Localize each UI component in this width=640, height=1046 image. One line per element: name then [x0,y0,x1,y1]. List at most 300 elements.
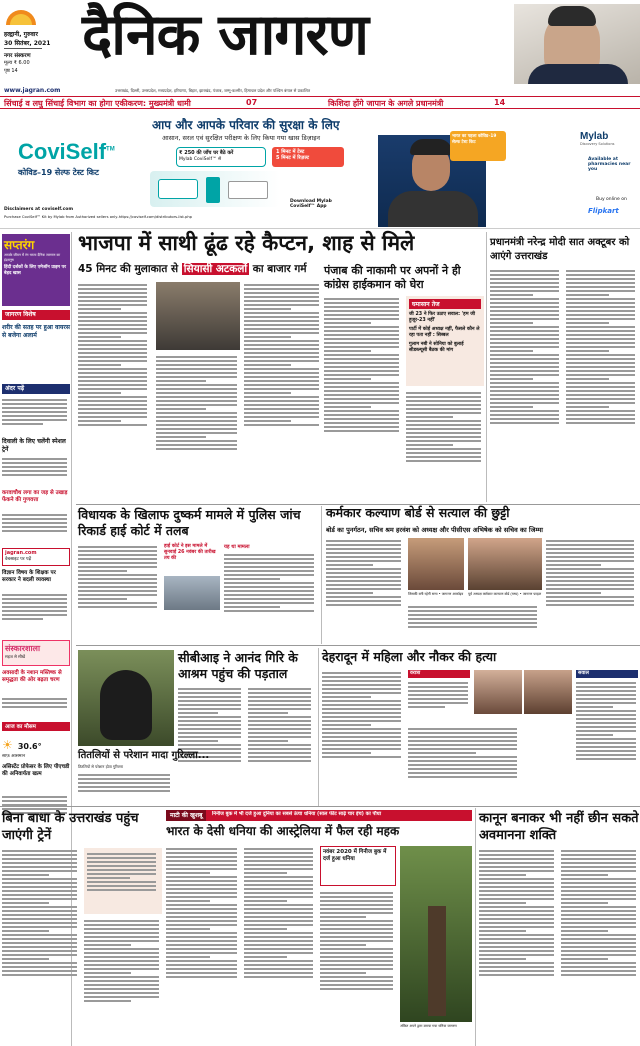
text-line [2,602,67,604]
text-line [78,570,127,572]
text-line [408,618,537,620]
text-line [156,404,237,406]
edition: नगर संस्करण [4,53,31,59]
text-line [326,556,401,558]
text-line [178,688,241,690]
punjab-body-2 [406,390,484,502]
text-line [566,374,635,376]
sanskaarshala-sub: सहज से सीखें [5,654,26,659]
text-line [479,962,554,964]
text-line [546,580,634,582]
text-line [561,926,636,928]
text-line [479,874,526,876]
text-line [166,932,237,934]
text-line [166,872,210,874]
text-line [322,728,401,730]
text-line [320,904,393,906]
text-line [244,924,313,926]
text-line [490,354,559,356]
text-line [490,398,559,400]
text-line [244,420,291,422]
text-line [566,270,635,272]
baadha-body-1 [2,848,80,1044]
text-line [324,402,399,404]
text-line [248,728,311,730]
text-line [2,962,77,964]
ad-available: Available at pharmacies near you [588,157,631,172]
sanskaarshala-box[interactable] [2,640,70,666]
text-line [566,274,635,276]
text-line [490,290,559,292]
text-line [2,514,67,516]
text-line [479,930,526,932]
text-line [576,730,636,732]
ad-box-subtext: Mylab CoviSelf™ से [179,157,222,162]
text-line [78,790,170,792]
text-line [244,320,319,322]
text-line [166,972,237,974]
text-line [87,869,156,871]
text-line [244,884,313,886]
text-line [166,952,237,954]
text-line [479,878,554,880]
text-line [84,936,159,938]
cbi-headline[interactable]: सीबीआइ ने आनंद गिरि के आश्रम पहुंच की पड़ताल [178,650,298,681]
text-line [490,386,559,388]
text-line [224,598,314,600]
text-line [326,600,401,602]
text-line [324,426,399,428]
text-line [561,910,636,912]
text-line [322,712,401,714]
text-line [490,378,533,380]
text-line [166,908,237,910]
text-line [546,568,634,570]
text-line [2,902,49,904]
text-line [2,423,43,425]
modi-headline[interactable]: प्रधानमंत्री नरेन्द्र मोदी सात अक्टूबर को आएंगे उत्तराखंड [490,237,630,262]
text-line [324,394,399,396]
text-line [244,328,319,330]
text-line [320,988,393,990]
text-line [2,974,77,976]
text-line [546,544,634,546]
text-line [566,338,635,340]
text-line [561,946,636,948]
text-line [479,946,554,948]
text-line [244,932,313,934]
text-line [244,928,287,930]
text-line [326,584,401,586]
text-line [78,332,147,334]
karmkar-caption-1: जिसकी बनी रहेगी सत्ता • जागरण आर्काइव [408,592,464,596]
lead-subhead-1: 45 मिनट की मुलाकात से [78,263,179,275]
text-line [322,732,401,734]
text-line [156,380,206,382]
text-line [322,700,401,702]
punjab-headline[interactable]: पंजाब की नाकामी पर अपनों ने ही कांग्रेस हाईकमान को घेरा [324,264,461,291]
coviself-ad[interactable] [0,111,640,229]
text-line [566,310,635,312]
text-line [166,948,237,950]
text-line [244,940,313,942]
assistant-story[interactable]: असिस्टेंट प्रोफेसर के लिए पीएचडी की अनिवार्यता खत्म [2,764,70,777]
text-line [224,590,314,592]
vidhayak-body-1 [78,544,160,640]
text-line [78,574,157,576]
text-line [324,390,399,392]
text-line [244,968,313,970]
sun-logo-icon [4,8,38,25]
karmkar-body-2 [408,604,542,642]
text-line [566,302,635,304]
text-line [546,596,634,598]
vidhayak-body-2 [224,552,318,642]
text-line [224,610,314,612]
text-line [2,954,77,956]
text-line [326,540,401,542]
text-line [561,962,636,964]
text-line [326,596,401,598]
highlight-3: गुलाम नबी ने सोनिया को बुलाई सीडब्ल्यूसी बैठक की मांग [409,342,464,353]
text-line [320,948,393,950]
highlight-box [406,296,484,386]
text-line [2,910,77,912]
court-photo [164,576,220,610]
sun-icon: ☀ [2,738,13,752]
text-line [406,416,453,418]
text-line [166,868,237,870]
text-line [78,400,147,402]
text-line [244,860,313,862]
text-line [2,890,77,892]
text-line [78,284,147,286]
text-line [244,908,313,910]
cbi-body-2 [248,686,314,804]
text-line [244,332,319,334]
text-line [2,914,77,916]
ad-download[interactable]: Download Mylab CoviSelf™ App [290,199,332,209]
sanskaarshala-title: संस्कारशाला [5,644,41,653]
divider [318,648,319,806]
text-line [78,376,147,378]
baadha-headline[interactable]: बिना बाधा के उत्तराखंड पहुंच जाएंगी ट्रेनें [2,811,139,843]
text-line [84,992,159,994]
text-line [322,724,371,726]
teaser-right[interactable]: किशिदा होंगे जापान के अगले प्रधानमंत्री [328,99,444,108]
ad-result [272,147,344,167]
text-line [2,399,67,401]
text-line [2,850,77,852]
text-line [2,854,77,856]
mylab-logo: Mylab [580,131,609,142]
text-line [566,414,635,416]
text-line [479,850,554,852]
text-line [406,412,481,414]
states-line: उत्तराखंड, दिल्ली, उत्तरप्रदेश, मध्यप्रदेश, हरियाणा, बिहार, झारखंड, पंजाब, जम्मू-कश्मीर, हिमाचल प्रदेश और पश्चिम बंगाल से प्रकाशित [115,88,311,93]
text-line [224,578,280,580]
text-line [2,934,77,936]
text-line [561,934,636,936]
text-line [322,696,371,698]
text-line [576,718,636,720]
text-line [78,320,147,322]
lead-headline[interactable]: भाजपा में साथी ढूंढ रहे कैप्टन, शाह से मिले [78,231,415,255]
text-line [406,440,481,442]
text-line [244,372,319,374]
text-line [248,700,311,702]
text-line [406,452,481,454]
text-line [156,372,237,374]
text-line [324,314,399,316]
text-line [156,424,237,426]
karmkar-body-1 [326,538,404,642]
text-line [166,848,237,850]
text-line [406,428,481,430]
text-line [87,857,156,859]
text-line [244,284,319,286]
text-line [78,324,147,326]
sanskaar-story[interactable]: अवसादी के नशान मस्तिष्क से समृद्धता की ओर बढ़ता चरण [2,670,62,683]
karmkar-headline[interactable]: कर्मकार कल्याण बोर्ड से सत्याल की छुट्टी [326,505,510,520]
diwali-story[interactable]: दिवाली के लिए चलेंगी स्पेशल ट्रेनें [2,438,66,453]
school-story[interactable]: विज्ञान विषय के शिक्षक पर सरकार ने बदली व्यवस्था [2,570,56,583]
text-line [324,306,399,308]
text-line [546,584,634,586]
text-line [2,606,67,608]
dehradun-body-2 [408,726,522,804]
text-line [406,456,481,458]
text-line [84,952,159,954]
text-line [576,702,636,704]
baadha-box-body [87,851,159,911]
text-line [244,388,319,390]
website[interactable]: www.jagran.com [4,87,61,94]
text-line [406,396,481,398]
text-line [490,330,559,332]
text-line [178,700,241,702]
text-line [566,282,635,284]
text-line [244,944,313,946]
text-line [156,408,206,410]
lead-body-col1 [78,282,150,502]
text-line [2,870,77,872]
text-line [576,742,636,744]
text-line [244,976,313,978]
text-line [561,938,636,940]
text-line [408,686,468,688]
text-line [324,350,371,352]
text-line [2,618,43,620]
weather-temp: 30.6° [17,742,42,751]
kanoon-headline[interactable]: कानून बनाकर भी नहीं छीन सकते अवमानना शक्ति [479,811,639,843]
text-line [78,328,147,330]
text-line [490,298,559,300]
text-line [479,858,554,860]
text-line [2,918,77,920]
text-line [166,968,237,970]
text-line [166,892,237,894]
covid-story[interactable]: करवाचौथ लगा का जड़ से उखाड़ फेंकने की गुणवत्ता [2,490,68,503]
text-line [479,882,554,884]
andar-label: अंदर पढ़ें [2,384,70,394]
diwali-body [2,456,70,486]
vidhayak-side: हाई कोर्ट ने इस मामले में सुनवाई 26 नवंबर की तारीख तय की [164,544,216,561]
divider [4,48,42,49]
text-line [87,889,156,891]
text-line [78,424,147,426]
text-line [490,362,559,364]
text-line [84,980,159,982]
text-line [244,348,319,350]
text-line [248,696,311,698]
text-line [490,394,559,396]
text-line [566,394,635,396]
text-line [2,407,67,409]
text-line [178,708,241,710]
text-line [576,694,636,696]
text-line [479,918,554,920]
text-line [408,694,468,696]
text-line [248,716,311,718]
text-line [324,382,399,384]
text-line [490,342,559,344]
karmkar-sub: बोर्ड का पुनर्गठन, सचिव श्रम हरवंश को अध्यक्ष और पीसीएस अभिषेक को सचिव का जिम्मा [326,526,543,534]
text-line [320,960,393,962]
text-line [490,350,533,352]
text-line [408,744,517,746]
text-line [244,292,319,294]
vishesh-story[interactable]: शरीर की सतह पर हुआ वायरस से बजेगा अलार्म [2,324,70,339]
text-line [320,952,393,954]
covid-body [2,512,70,544]
jagran-com-box[interactable] [2,548,70,566]
text-line [84,1000,131,1002]
text-line [566,358,635,360]
text-line [244,872,287,874]
divider [475,808,476,1046]
text-line [561,886,636,888]
titli-headline[interactable]: तितलियों से परेशान मादा गुरिल्ला... [78,750,210,761]
text-line [566,298,635,300]
text-line [244,344,319,346]
titli-body [78,772,174,804]
text-line [561,870,636,872]
text-line [490,322,533,324]
text-line [244,304,319,306]
ad-buy-online: Buy online on [596,197,627,202]
text-line [166,912,237,914]
text-line [78,352,147,354]
text-line [479,950,554,952]
text-line [2,926,77,928]
text-line [78,606,157,608]
text-line [408,606,537,608]
text-line [326,572,401,574]
teaser-right-page: 14 [494,98,506,107]
text-line [479,970,554,972]
text-line [479,942,554,944]
vidhayak-headline[interactable]: विधायक के खिलाफ दुष्कर्म मामले में पुलिस जांच रिकार्ड हाई कोर्ट में तलब [78,507,301,538]
text-line [2,906,77,908]
text-line [566,410,635,412]
text-line [566,326,635,328]
text-line [166,940,237,942]
lead-body-col2 [156,354,240,502]
dehradun-photo-1 [474,670,522,714]
divider [486,232,487,502]
saptrang-box[interactable] [2,234,70,306]
text-line [2,970,77,972]
dehradun-headline[interactable]: देहरादून में महिला और नौकर की हत्या [322,649,497,664]
text-line [248,736,311,738]
text-line [224,582,314,584]
text-line [84,924,159,926]
text-line [166,856,237,858]
text-line [320,964,393,966]
text-line [490,274,559,276]
text-line [490,282,559,284]
mylab-sub: Discovery Solutions [580,142,615,146]
text-line [561,970,636,972]
dhaniya-body-2 [244,846,316,1044]
text-line [490,390,559,392]
text-line [224,602,314,604]
text-line [561,922,636,924]
text-line [156,436,206,438]
text-line [479,910,554,912]
divider [0,806,640,807]
text-line [156,388,237,390]
text-line [490,334,559,336]
text-line [244,424,319,426]
text-line [244,952,313,954]
ad-flipkart[interactable]: Flipkart [588,207,619,215]
text-line [178,720,241,722]
vishesh-body [2,350,70,378]
text-line [546,604,634,606]
text-line [561,906,636,908]
text-line [566,278,635,280]
text-line [156,440,237,442]
text-line [84,984,159,986]
ad-result-line1: 1 मिनट में टेस्ट [276,149,305,155]
weather-label: आज का मौसम [2,722,70,731]
text-line [566,406,609,408]
text-line [406,432,481,434]
text-line [326,548,401,550]
text-line [408,622,537,624]
teaser-left[interactable]: सिंचाई व लघु सिंचाई विभाग का होगा एकीकरण: मुख्यमंत्री धामी [4,99,191,108]
text-line [324,302,399,304]
text-line [78,782,170,784]
text-line [479,894,554,896]
text-line [322,716,401,718]
ad-subline: आसान, सरल एवं सुरक्षित परीक्षण के लिए किया गया खास डिज़ाइन [162,134,320,142]
dhaniya-headline[interactable]: भारत के देसी धनिया की आस्ट्रेलिया में फैल रही महक [166,824,400,838]
text-line [248,704,311,706]
kanoon-body-2 [561,848,639,1044]
text-line [326,552,401,554]
text-line [546,564,601,566]
text-line [244,416,319,418]
text-line [408,776,517,778]
text-line [320,896,393,898]
text-line [166,864,237,866]
modi-body-1 [490,268,562,502]
text-line [84,956,159,958]
text-line [166,924,237,926]
